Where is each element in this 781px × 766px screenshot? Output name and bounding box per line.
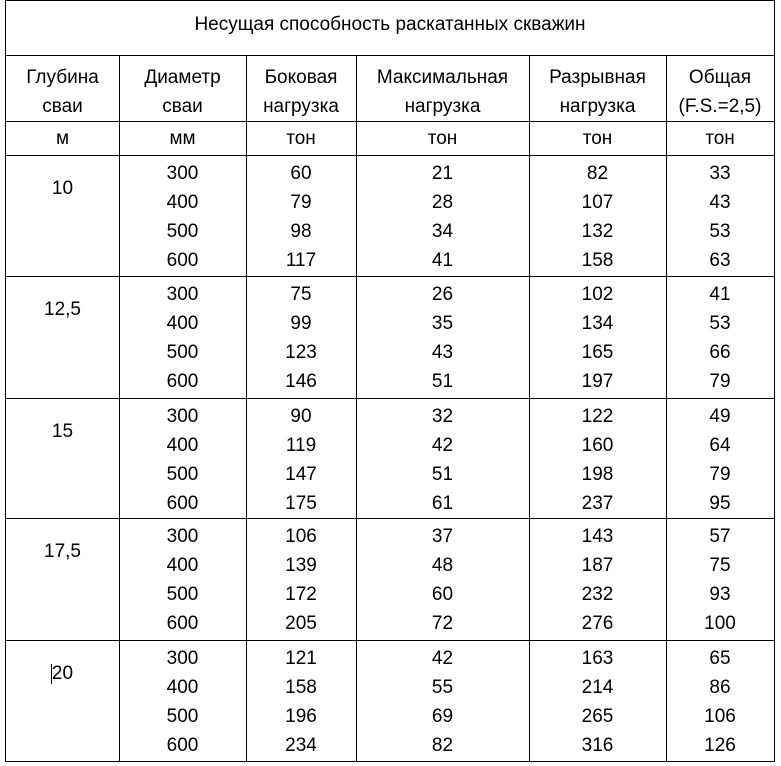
depth-15-cell: 15 — [51, 421, 74, 442]
table-cell-break-load: 158 — [581, 250, 614, 271]
header-line: (F.S.=2,5) — [678, 96, 762, 117]
table-cell-diameter: 300 — [166, 406, 199, 427]
unit-total-load: тон — [705, 128, 735, 149]
header-line: Разрывная — [549, 67, 646, 88]
table-cell-break-load: 82 — [586, 163, 609, 184]
table-cell-break-load: 214 — [581, 677, 614, 698]
header-break-load — [529, 63, 666, 121]
table-cell-total-load: 106 — [704, 706, 736, 727]
row-divider — [6, 518, 774, 519]
table-cell-side-load: 123 — [285, 342, 317, 363]
table-cell-diameter: 300 — [166, 284, 199, 305]
header-diameter — [119, 63, 246, 121]
header-line: сваи — [162, 96, 203, 117]
table-cell-side-load: 158 — [285, 677, 317, 698]
table-cell-max-load: 51 — [431, 464, 454, 485]
table-cell-max-load: 55 — [431, 677, 454, 698]
table-cell-max-load: 82 — [431, 735, 454, 756]
table-cell-diameter: 400 — [166, 677, 199, 698]
table-cell-side-load: 75 — [290, 284, 312, 305]
table-title: Несущая способность раскатанных скважин — [6, 1, 774, 56]
table-cell-side-load: 175 — [285, 493, 317, 514]
table-cell-diameter: 600 — [166, 493, 199, 514]
header-line: Глубина — [26, 67, 99, 88]
table-cell-total-load: 43 — [709, 192, 731, 213]
unit-max-load: тон — [427, 128, 458, 149]
table-cell-max-load: 61 — [431, 493, 454, 514]
table-cell-max-load: 72 — [431, 613, 454, 634]
header-line: Максимальная — [376, 67, 509, 88]
table-cell-break-load: 232 — [581, 584, 614, 605]
table-cell-break-load: 237 — [581, 493, 614, 514]
table-cell-break-load: 197 — [581, 371, 614, 392]
table-cell-break-load: 198 — [581, 464, 614, 485]
table-cell-diameter: 600 — [166, 735, 199, 756]
table-cell-diameter: 400 — [166, 555, 199, 576]
table-cell-diameter: 500 — [166, 221, 199, 242]
table-cell-diameter: 300 — [166, 648, 199, 669]
table-cell-side-load: 139 — [285, 555, 317, 576]
table-cell-diameter: 400 — [166, 435, 199, 456]
table-cell-break-load: 276 — [581, 613, 614, 634]
table-cell-diameter: 500 — [166, 584, 199, 605]
table-cell-total-load: 57 — [709, 526, 731, 547]
table-cell-total-load: 126 — [704, 735, 736, 756]
table-cell-side-load: 60 — [290, 163, 312, 184]
table-cell-max-load: 34 — [431, 221, 454, 242]
table-cell-max-load: 48 — [431, 555, 454, 576]
capacity-table — [5, 0, 775, 762]
table-cell-total-load: 79 — [709, 371, 731, 392]
table-cell-max-load: 42 — [431, 435, 454, 456]
table-cell-side-load: 99 — [290, 313, 312, 334]
table-cell-side-load: 205 — [285, 613, 317, 634]
table-cell-total-load: 64 — [709, 435, 731, 456]
table-cell-max-load: 35 — [431, 313, 454, 334]
header-line: Диаметр — [144, 67, 221, 88]
table-cell-total-load: 93 — [709, 584, 731, 605]
table-cell-diameter: 600 — [166, 613, 199, 634]
table-cell-total-load: 100 — [704, 613, 736, 634]
row-divider — [6, 398, 774, 399]
table-cell-break-load: 163 — [581, 648, 614, 669]
unit-side-load: тон — [286, 128, 316, 149]
header-line: Общая — [688, 67, 752, 88]
table-cell-break-load: 122 — [581, 406, 614, 427]
table-cell-diameter: 400 — [166, 192, 199, 213]
table-cell-max-load: 28 — [431, 192, 454, 213]
table-cell-total-load: 95 — [709, 493, 731, 514]
table-cell-side-load: 234 — [285, 735, 317, 756]
header-max-load — [356, 63, 529, 121]
table-cell-diameter: 500 — [166, 464, 199, 485]
table-cell-diameter: 500 — [166, 706, 199, 727]
table-cell-diameter: 600 — [166, 250, 199, 271]
table-cell-max-load: 60 — [431, 584, 454, 605]
header-line: Боковая — [264, 67, 338, 88]
table-cell-side-load: 117 — [285, 250, 317, 271]
table-cell-break-load: 132 — [581, 221, 614, 242]
table-cell-side-load: 106 — [285, 526, 317, 547]
table-cell-max-load: 43 — [431, 342, 454, 363]
table-cell-max-load: 69 — [431, 706, 454, 727]
row-divider — [6, 155, 774, 156]
table-cell-diameter: 300 — [166, 163, 199, 184]
table-cell-diameter: 300 — [166, 526, 199, 547]
unit-break-load: тон — [582, 128, 613, 149]
table-cell-break-load: 316 — [581, 735, 614, 756]
header-line: сваи — [42, 96, 83, 117]
table-cell-max-load: 51 — [431, 371, 454, 392]
table-cell-diameter: 600 — [166, 371, 199, 392]
table-cell-total-load: 63 — [709, 250, 731, 271]
depth-20-cell: 20 — [51, 663, 74, 684]
text-cursor — [51, 664, 52, 684]
table-cell-max-load: 21 — [431, 163, 454, 184]
table-cell-diameter: 500 — [166, 342, 199, 363]
table-cell-diameter: 400 — [166, 313, 199, 334]
table-cell-break-load: 107 — [581, 192, 614, 213]
table-cell-total-load: 66 — [709, 342, 731, 363]
row-divider — [6, 121, 774, 122]
table-cell-max-load: 42 — [431, 648, 454, 669]
table-cell-max-load: 41 — [431, 250, 454, 271]
table-cell-side-load: 121 — [285, 648, 317, 669]
table-cell-break-load: 165 — [581, 342, 614, 363]
header-depth — [6, 63, 119, 121]
depth-12-5-cell: 12,5 — [44, 299, 81, 320]
table-cell-total-load: 53 — [709, 221, 731, 242]
table-cell-break-load: 187 — [581, 555, 614, 576]
table-cell-total-load: 79 — [709, 464, 731, 485]
table-cell-side-load: 79 — [290, 192, 312, 213]
table-cell-total-load: 65 — [709, 648, 731, 669]
header-total-load — [666, 63, 774, 121]
unit-diameter: мм — [169, 128, 196, 149]
unit-depth: м — [55, 128, 70, 149]
depth-10-cell: 10 — [51, 178, 74, 199]
table-cell-total-load: 41 — [709, 284, 731, 305]
header-line: нагрузка — [559, 96, 636, 117]
header-line: нагрузка — [404, 96, 481, 117]
row-divider — [6, 276, 774, 277]
table-cell-break-load: 265 — [581, 706, 614, 727]
table-cell-total-load: 75 — [709, 555, 731, 576]
table-cell-side-load: 119 — [285, 435, 317, 456]
header-side-load — [246, 63, 356, 121]
table-cell-side-load: 172 — [285, 584, 317, 605]
table-cell-max-load: 26 — [431, 284, 454, 305]
table-cell-break-load: 102 — [581, 284, 614, 305]
table-cell-total-load: 49 — [709, 406, 731, 427]
table-cell-side-load: 90 — [290, 406, 312, 427]
depth-17-5-cell: 17,5 — [44, 541, 81, 562]
table-cell-side-load: 98 — [290, 221, 312, 242]
table-cell-total-load: 86 — [709, 677, 731, 698]
table-cell-total-load: 53 — [709, 313, 731, 334]
table-cell-break-load: 134 — [581, 313, 614, 334]
row-divider — [6, 640, 774, 641]
table-cell-max-load: 37 — [431, 526, 454, 547]
table-cell-total-load: 33 — [709, 163, 731, 184]
table-cell-break-load: 160 — [581, 435, 614, 456]
table-cell-max-load: 32 — [431, 406, 454, 427]
table-cell-side-load: 147 — [285, 464, 317, 485]
table-cell-break-load: 143 — [581, 526, 614, 547]
table-cell-side-load: 146 — [285, 371, 317, 392]
table-cell-side-load: 196 — [285, 706, 317, 727]
header-line: нагрузка — [263, 96, 339, 117]
